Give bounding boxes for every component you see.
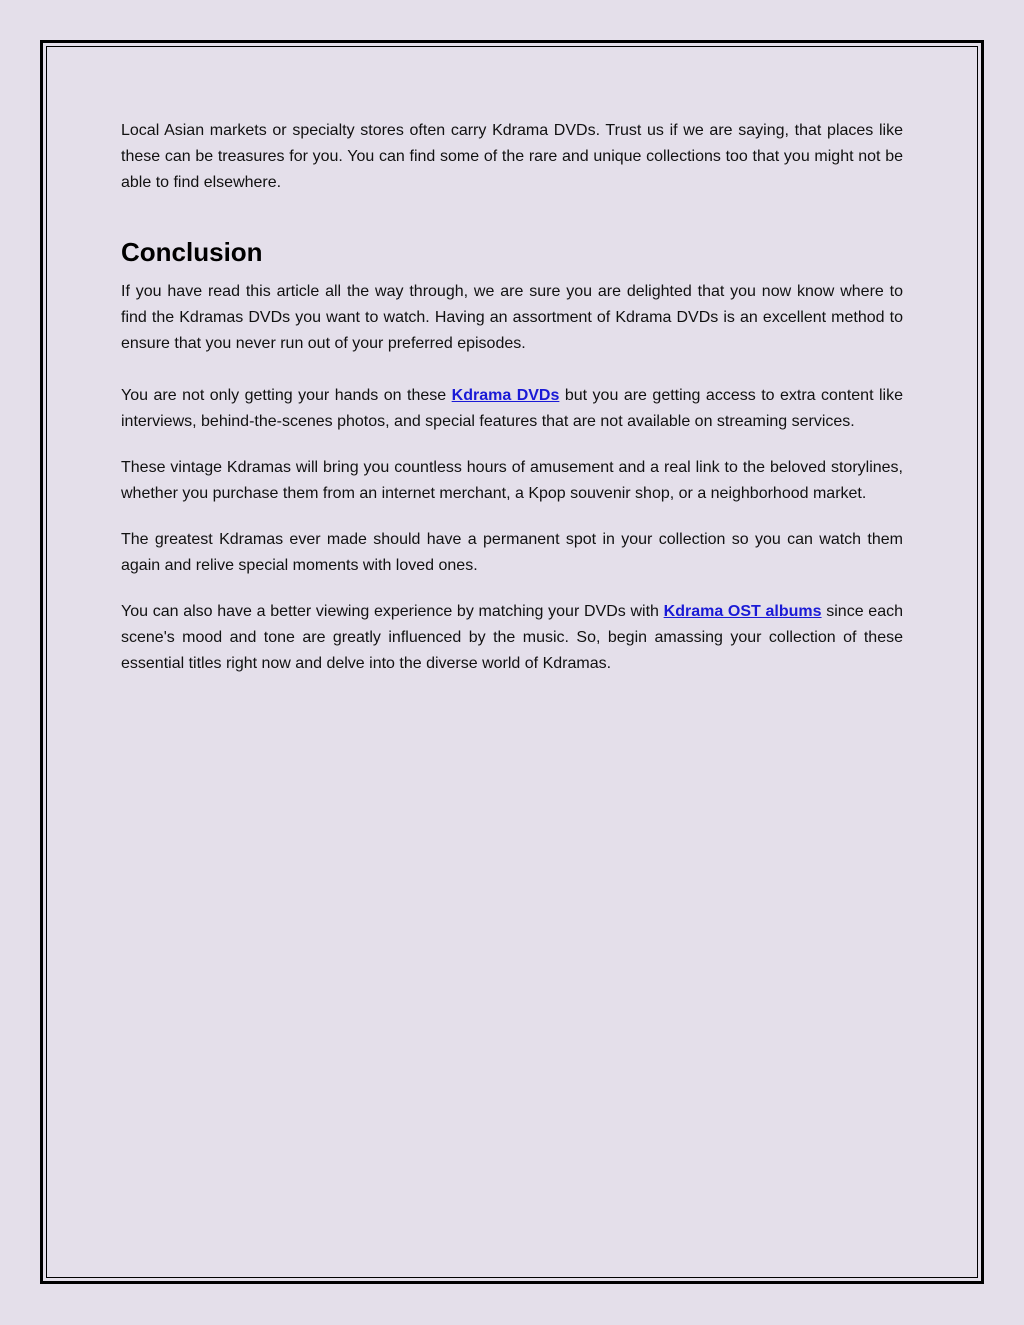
paragraph-2-text-before: You are not only getting your hands on these xyxy=(121,387,452,404)
paragraph-5-text-before: You can also have a better viewing experience by matching your DVDs with xyxy=(121,603,664,620)
conclusion-heading: Conclusion xyxy=(121,237,263,267)
kdrama-dvds-link[interactable]: Kdrama DVDs xyxy=(451,387,560,404)
intro-paragraph: Local Asian markets or specialty stores often carry Kdrama DVDs. Trust us if we are saying, that places like these can be treasures for you. You can find some of the rare and unique collections too that you might not be able to find elsewhere. xyxy=(121,122,903,191)
paragraph-5-text-after: since each scene's mood and tone are greatly influenced by the music. So, begin amassing your collection of these essential titles right now and delve into the diverse world of Kdramas. xyxy=(121,603,904,672)
conclusion-paragraph-1: If you have read this article all the way through, we are sure you are delighted that you now know where to find the Kdramas DVDs you want to watch. Having an assortment of Kdrama DVDs is an excellent method to ensure that you never run out of your preferred episodes. xyxy=(121,283,903,352)
conclusion-paragraph-3: These vintage Kdramas will bring you countless hours of amusement and a real link to the beloved storylines, whether you purchase them from an internet merchant, a Kpop souvenir shop, or a neighborhood market. xyxy=(121,459,903,502)
conclusion-paragraph-2 xyxy=(121,383,903,435)
conclusion-paragraph-4: The greatest Kdramas ever made should have a permanent spot in your collection so you can watch them again and relive special moments with loved ones. xyxy=(121,531,903,574)
document-body xyxy=(121,118,903,677)
paragraph-2-text-after: but you are getting access to extra content like interviews, behind-the-scenes photos, and special features that are not available on streaming services. xyxy=(121,387,904,430)
conclusion-paragraph-5 xyxy=(121,599,903,677)
kdrama-ost-albums-link[interactable]: Kdrama OST albums xyxy=(663,603,822,620)
